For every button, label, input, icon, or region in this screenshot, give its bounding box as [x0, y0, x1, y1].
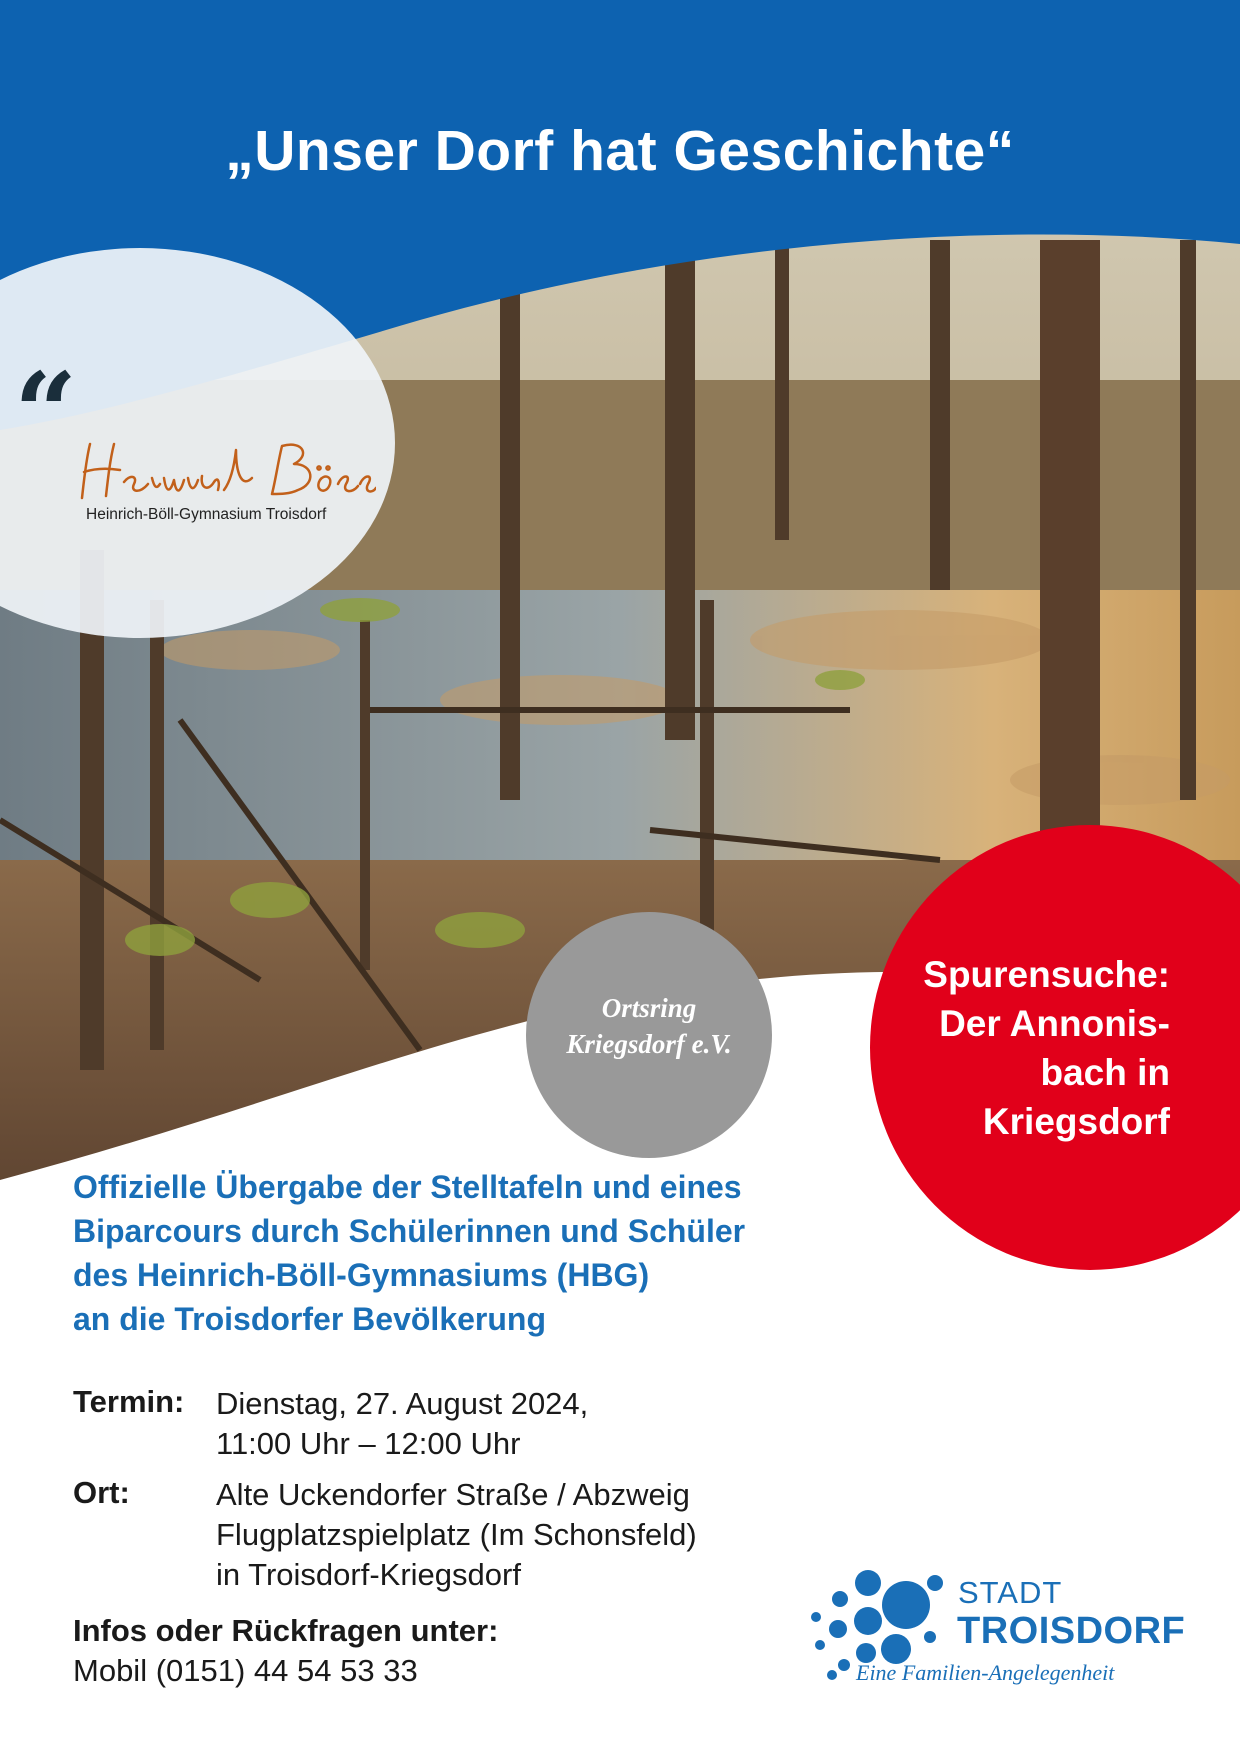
phone-number: Mobil (0151) 44 54 53 33 [73, 1653, 418, 1688]
topic-line-1: Spurensuche: [923, 954, 1170, 995]
topic-text [880, 950, 1170, 1146]
headline-line-3: des Heinrich-Böll-Gymnasiums (HBG) [73, 1257, 650, 1293]
topic-line-2: Der Annonis- [939, 1003, 1170, 1044]
termin-date: Dienstag, 27. August 2024, [216, 1386, 589, 1421]
topic-line-3: bach in [1040, 1052, 1170, 1093]
ortsring-line-2: Kriegsdorf e.V. [566, 1029, 732, 1059]
headline-line-1: Offizielle Übergabe der Stelltafeln und eines [73, 1169, 742, 1205]
logo-troisdorf: TROISDORF [957, 1610, 1186, 1652]
logo-stadt: STADT [958, 1575, 1063, 1610]
quote-icon: “ [14, 348, 78, 477]
ort-label: Ort: [73, 1475, 130, 1510]
ort-line-1: Alte Uckendorfer Straße / Abzweig [216, 1477, 690, 1512]
headline-line-4: an die Troisdorfer Bevölkerung [73, 1301, 546, 1337]
logo-tagline: Eine Familien-Angelegenheit [856, 1660, 1115, 1685]
topic-line-4: Kriegsdorf [982, 1101, 1170, 1142]
termin-label: Termin: [73, 1384, 185, 1419]
page-title: „Unser Dorf hat Geschichte“ [225, 119, 1015, 183]
heinrich-boell-signature [76, 438, 376, 510]
ort-line-2: Flugplatzspielplatz (Im Schonsfeld) [216, 1517, 697, 1552]
infos-label: Infos oder Rückfragen unter: [73, 1613, 499, 1648]
event-headline [73, 1165, 933, 1341]
termin-time: 11:00 Uhr – 12:00 Uhr [216, 1426, 521, 1461]
ort-line-3: in Troisdorf-Kriegsdorf [216, 1557, 521, 1592]
ortsring-line-1: Ortsring [601, 993, 697, 1023]
ortsring-label [526, 990, 772, 1062]
headline-line-2: Biparcours durch Schülerinnen und Schüler [73, 1213, 746, 1249]
school-name: Heinrich-Böll-Gymnasium Troisdorf [86, 506, 327, 523]
